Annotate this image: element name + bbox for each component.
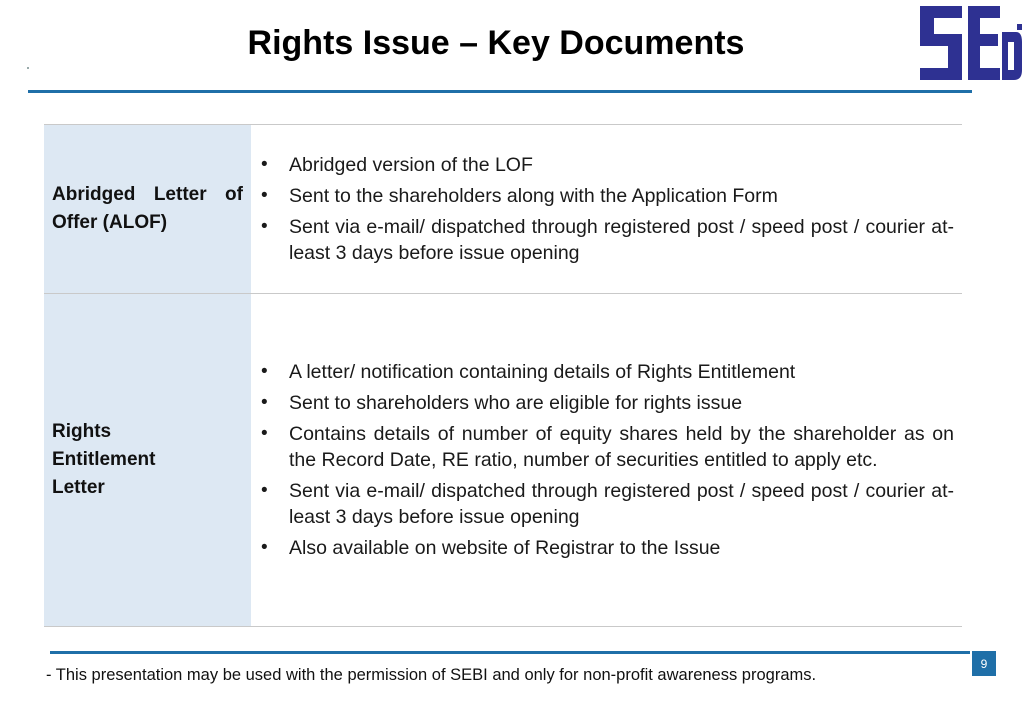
bullet-icon: • [261, 154, 268, 175]
slide-title: Rights Issue – Key Documents [247, 24, 745, 62]
bullet-list [259, 152, 954, 266]
document-description-cell [251, 294, 962, 627]
footer-disclaimer: - This presentation may be used with the permission of SEBI and only for non-profit awareness programs. [46, 666, 817, 684]
bullet-text: Abridged version of the LOF [289, 154, 533, 176]
list-item [259, 152, 954, 178]
list-item [259, 421, 954, 473]
footer-rule [50, 651, 970, 654]
bullet-icon: • [261, 537, 268, 558]
documents-table [44, 124, 962, 627]
document-description-cell [251, 125, 962, 294]
bullet-text: Sent via e-mail/ dispatched through registered post / speed post / courier at-least 3 days before issue opening [289, 216, 954, 264]
bullet-text: Sent to shareholders who are eligible for rights issue [289, 392, 743, 414]
list-item [259, 214, 954, 266]
bullet-text: A letter/ notification containing details of Rights Entitlement [289, 361, 796, 383]
document-label: Abridged Letter of Offer (ALOF) [52, 184, 243, 233]
document-label-cell [44, 294, 251, 627]
list-item [259, 359, 954, 385]
list-item [259, 478, 954, 530]
bullet-icon: • [261, 392, 268, 413]
page-number: 9 [972, 651, 996, 676]
document-label: Rights Entitlement Letter [52, 421, 156, 498]
bullet-text: Also available on website of Registrar to the Issue [289, 537, 721, 559]
bullet-text: Sent to the shareholders along with the Application Form [289, 185, 778, 207]
bullet-icon: • [261, 216, 268, 237]
header-rule [28, 90, 972, 93]
bullet-list [259, 359, 954, 561]
list-item [259, 535, 954, 561]
bullet-text: Sent via e-mail/ dispatched through registered post / speed post / courier at-least 3 days before issue opening [289, 480, 954, 528]
decorative-dot [27, 67, 29, 69]
bullet-text: Contains details of number of equity shares held by the shareholder as on the Record Date, RE ratio, number of securities entitled to apply etc. [289, 423, 954, 471]
table-row [44, 294, 962, 627]
table-row [44, 125, 962, 294]
bullet-icon: • [261, 185, 268, 206]
bullet-icon: • [261, 361, 268, 382]
sebi-logo [918, 2, 1022, 84]
list-item [259, 390, 954, 416]
bullet-icon: • [261, 480, 268, 501]
document-label-cell [44, 125, 251, 294]
bullet-icon: • [261, 423, 268, 444]
list-item [259, 183, 954, 209]
